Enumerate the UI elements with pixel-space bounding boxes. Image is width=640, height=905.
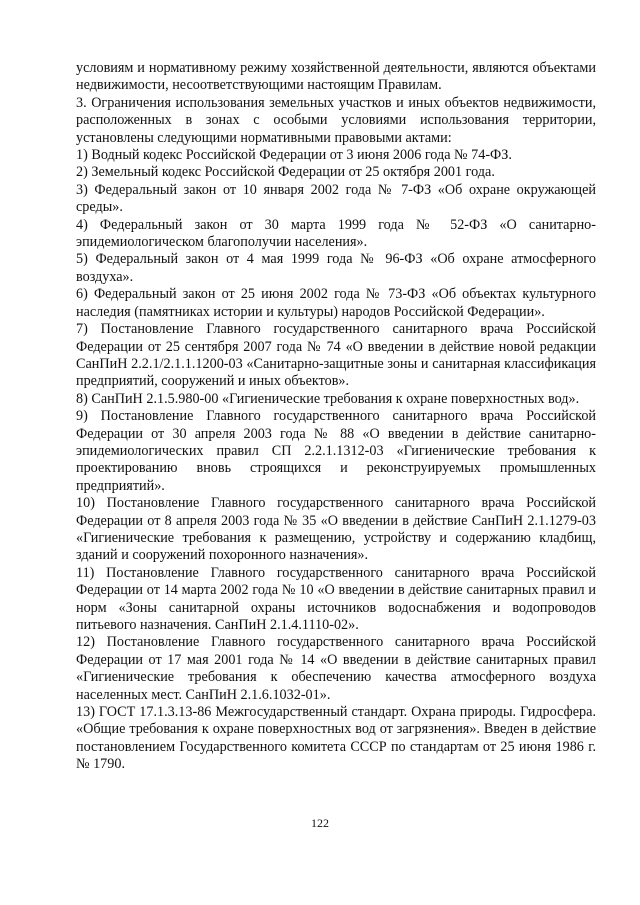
list-item-9: 9) Постановление Главного государственного санитарного врача Российской Федерации от 30 апреля 2003 года № 88 «О введении в действие санитарно-эпидемиологических правил СП 2.2.1.1312-03 «Гигиенические требования к проектированию вновь строящихся и реконструируемых промышленных предприятий». [76, 408, 596, 494]
list-item-1: 1) Водный кодекс Российской Федерации от 3 июня 2006 года № 74-ФЗ. [76, 147, 512, 164]
list-item-7: 7) Постановление Главного государственного санитарного врача Российской Федерации от 25 сентября 2007 года № 74 «О введении в действие новой редакции СанПиН 2.2.1/2.1.1.1200-03 «Санитарно-защитные зоны и санитарная классификация предприятий, сооружений и иных объектов». [76, 321, 596, 390]
list-item-13: 13) ГОСТ 17.1.3.13-86 Межгосударственный стандарт. Охрана природы. Гидросфера. «Общие требования к охране поверхностных вод от загрязнения». Введен в действие постановлением Государственного комитета СССР по стандартам от 25 июня 1986 г. № 1790. [76, 704, 596, 773]
list-item-4: 4) Федеральный закон от 30 марта 1999 года № 52-ФЗ «О санитарно-эпидемиологическом благополучии населения». [76, 216, 596, 251]
paragraph-item-3: 3. Ограничения использования земельных участков и иных объектов недвижимости, расположенных в зонах с особыми условиями использования территории, установлены следующими нормативными правовыми актами: [76, 94, 596, 146]
list-item-10: 10) Постановление Главного государственного санитарного врача Российской Федерации от 8 апреля 2003 года № 35 «О введении в действие СанПиН 2.1.1279-03 «Гигиенические требования к размещению, устройству и содержанию кладбищ, зданий и сооружений похоронного назначения». [76, 495, 596, 564]
list-item-2: 2) Земельный кодекс Российской Федерации от 25 октября 2001 года. [76, 164, 495, 181]
list-item-6: 6) Федеральный закон от 25 июня 2002 года № 73-ФЗ «Об объектах культурного наследия (памятниках истории и культуры) народов Российской Федерации». [76, 286, 596, 320]
list-item-8: 8) СанПиН 2.1.5.980-00 «Гигиенические требования к охране поверхностных вод». [76, 390, 580, 407]
paragraph-continuation: условиям и нормативному режиму хозяйственной деятельности, являются объектами недвижимости, несоответствующими настоящим Правилам. [76, 60, 596, 94]
list-item-12: 12) Постановление Главного государственного санитарного врача Российской Федерации от 17 мая 2001 года № 14 «О введении в действие санитарных правил «Гигиенические требования к обеспечению качества атмосферного воздуха населенных мест. СанПиН 2.1.6.1032-01». [76, 634, 596, 703]
list-item-3: 3) Федеральный закон от 10 января 2002 года № 7-ФЗ «Об охране окружающей среды». [76, 181, 596, 216]
list-item-5: 5) Федеральный закон от 4 мая 1999 года № 96-ФЗ «Об охране атмосферного воздуха». [76, 251, 596, 285]
document-body [76, 60, 596, 774]
page-number: 122 [311, 816, 329, 830]
list-item-11: 11) Постановление Главного государственного санитарного врача Российской Федерации от 14 марта 2002 года № 10 «О введении в действие санитарных правил и норм «Зоны санитарной охраны источников водоснабжения и водопроводов питьевого назначения. СанПиН 2.1.4.1110-02». [76, 564, 596, 633]
